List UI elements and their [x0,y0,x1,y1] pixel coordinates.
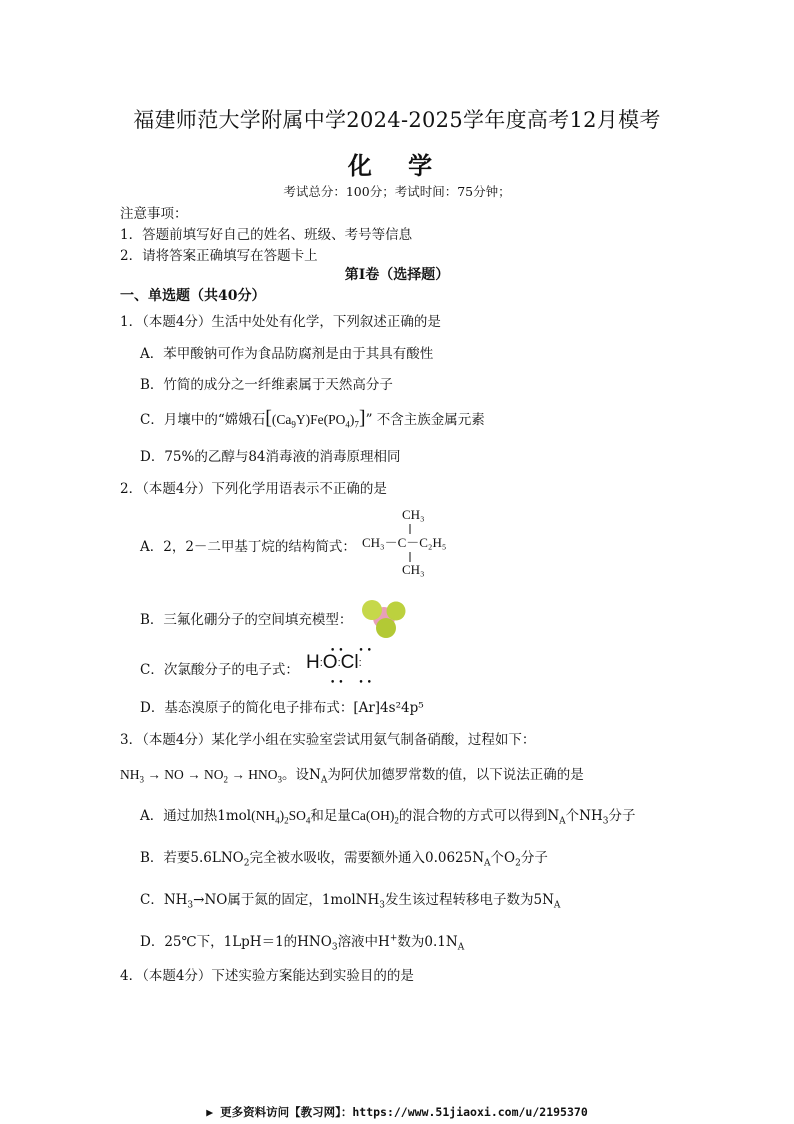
section-title: 一、单选题（共40分） [120,288,266,304]
option-c: C．次氯酸分子的电子式： [140,662,299,678]
question-stem: 3．（本题4分）某化学小组在实验室尝试用氨气制备硝酸，过程如下： [120,732,536,748]
footer-link[interactable]: ▶ 更多资料访问【教习网】：https://www.51jiaoxi.com/u/2195370 [206,1105,588,1119]
electron-dots: •• •• [330,646,375,656]
question-stem: 2．（本题4分）下列化学用语表示不正确的是 [120,481,387,497]
electron-formula: H:O:Cl: [306,652,362,673]
note-item: 2．请将答案正确填写在答题卡上 [120,248,318,264]
exam-info: 考试总分：100分；考试时间：75分钟； [283,184,511,199]
option-a: A．通过加热$1mol(NH_4)_2SO_4$和足量$Ca(OH)_2$的混合物的方式可以得到$N_A$个$NH_3$分子 [140,808,636,827]
option-a: A．苯甲酸钠可作为食品防腐剂是由于其具有酸性 [140,346,434,362]
question-stem: 1．（本题4分）生活中处处有化学，下列叙述正确的是 [120,314,441,330]
structural-formula [358,502,478,580]
option-d: D．25℃下，1LpH＝1的$HNO_3$溶液中H+数为$0.1N_A$ [140,933,465,953]
subject-title: 化 学 [347,151,447,180]
option-a: A．2，2－二甲基丁烷的结构简式： [140,539,356,555]
electron-dots: •• •• [330,678,375,688]
bf3-space-filling-model [358,597,410,639]
option-c: C．$NH_3\to NO$属于氮的固定，1molNH$_3$发生该过程转移电子数为$5N_A$ [140,892,561,911]
question-stem-continued: $NH_3$ → NO → $NO_2 \to HNO_3$。设$N_A$为阿伏加德罗常数的值，以下说法正确的是 [120,767,584,786]
notes-heading: 注意事项： [120,206,188,222]
option-b: B．竹简的成分之一纤维素属于天然高分子 [140,377,393,393]
svg-text:CH₃－C－C₂H₅: CH₃－C－C₂H₅ [362,535,447,550]
svg-text:CH₃: CH₃ [402,507,425,522]
option-b: B．若要$5.6LNO_2$完全被水吸收，需要额外通入$0.0625N_A$个$O_2$分子 [140,850,548,869]
page-title: 福建师范大学附属中学2024-2025学年度高考12月模考 [133,108,661,132]
option-c: C．月壤中的“嫦娥石$[(Ca_9Y)Fe(PO_4)_7]$” 不含主族金属元素 [140,407,485,430]
part-title: 第Ⅰ卷（选择题） [344,267,450,283]
option-b: B．三氟化硼分子的空间填充模型： [140,612,353,628]
option-d: D．75%的乙醇与84消毒液的消毒原理相同 [140,449,401,465]
option-d: D．基态溴原子的简化电子排布式：[Ar]4s²4p⁵ [140,700,424,716]
note-item: 1．答题前填写好自己的姓名、班级、考号等信息 [120,227,413,243]
question-stem: 4．（本题4分）下述实验方案能达到实验目的的是 [120,968,414,984]
svg-text:CH₃: CH₃ [402,562,425,577]
